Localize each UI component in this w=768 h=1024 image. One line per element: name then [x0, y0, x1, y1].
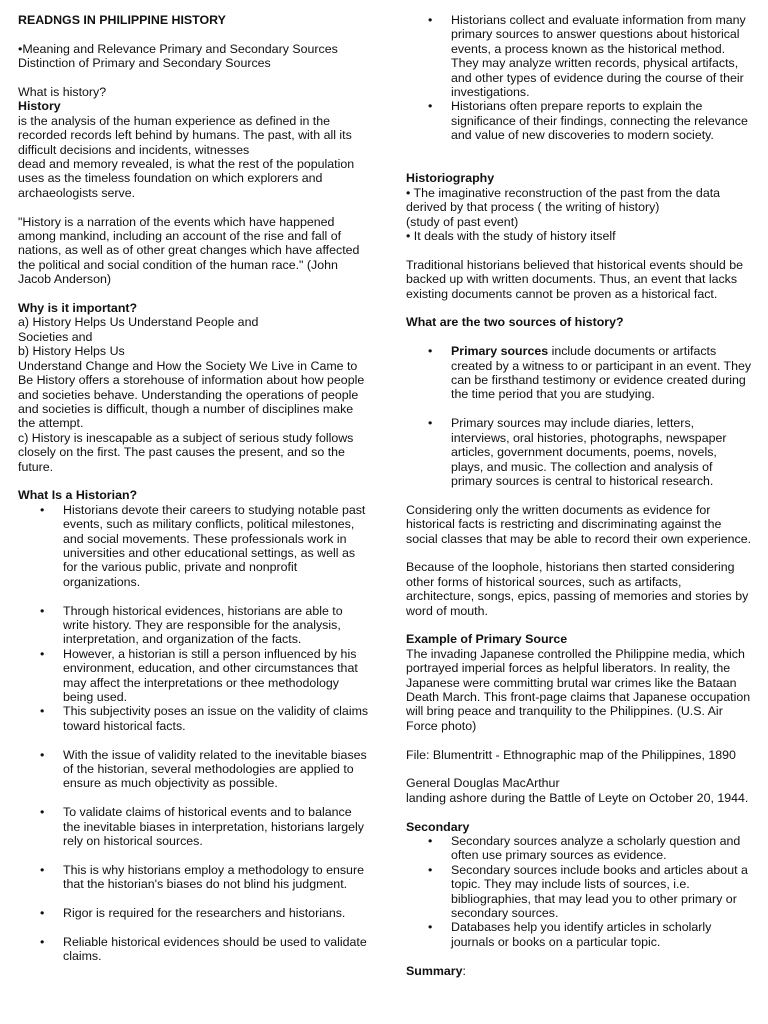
historiography-line-1: • The imaginative reconstruction of the past from the data derived by that process ( the writing of history)	[406, 185, 721, 215]
historiography-line-3: • It deals with the study of history itself	[406, 229, 616, 244]
macarthur-line-1: General Douglas MacArthur	[406, 776, 560, 791]
heading-why-important: Why is it important?	[18, 301, 138, 316]
why-a-line-2: Societies and	[18, 329, 93, 344]
historian-list-5	[18, 863, 370, 892]
why-c: c) History is inescapable as a subject of serious study follows closely on the first. The past causes the present, and so the future.	[18, 430, 354, 474]
secondary-list	[406, 834, 752, 949]
list-item: • Historians devote their careers to studying notable past events, such as military conflicts, political milestones, and social movements. These professionals work in universities and other educational settings, as well as for the various public, private and nonprofit organizations.	[18, 503, 370, 589]
intro-line-2: Distinction of Primary and Secondary Sources	[18, 56, 271, 71]
historian-list-4	[18, 805, 370, 848]
heading-two-sources: What are the two sources of history?	[406, 315, 624, 330]
list-item	[406, 344, 752, 402]
list-item: • Reliable historical evidences should be used to validate claims.	[18, 935, 370, 964]
example-paragraph: The invading Japanese controlled the Philippine media, which portrayed imperial forces as helpful liberators. In reality, the Japanese were committing brutal war crimes like the Bataan Death March. This front-page claims that Japanese occupation will bring peace and tranquility to the Philippines. (U.S. Air Force photo)	[406, 646, 751, 733]
historian-list	[18, 503, 370, 589]
heading-summary: Summary	[406, 963, 463, 978]
heading-historiography: Historiography	[406, 171, 495, 186]
list-item: • However, a historian is still a person influenced by his environment, education, and other circumstances that may affect the interpretations or thee methodology being used.	[18, 647, 370, 705]
heading-what-is-historian: What Is a Historian?	[18, 488, 138, 503]
intro-line-1: •Meaning and Relevance Primary and Secondary Sources	[18, 41, 338, 56]
anderson-quote: "History is a narration of the events which have happened among mankind, including an account of the rise and fall of nations, as well as of other great changes which have affected the political and social condition of the human race." (John Jacob Anderson)	[18, 214, 360, 287]
history-paragraph-1: is the analysis of the human experience as defined in the recorded records left behind by humans. The past, with all its difficult decisions and incidents, witnesses	[18, 113, 352, 157]
list-item: • Secondary sources include books and articles about a topic. They may include lists of sources, i.e. bibliographies, that may lead you to other primary or secondary sources.	[406, 863, 752, 921]
historian-list-7	[18, 935, 370, 964]
question-what-is-history: What is history?	[18, 85, 107, 99]
historian-list-3	[18, 748, 370, 791]
file-caption: File: Blumentritt - Ethnographic map of the Philippines, 1890	[406, 747, 736, 762]
why-b-text: Understand Change and How the Society We Live in Came to Be History offers a storehouse of information about how people and societies behave. Understanding the operations of people and societies is difficult, though a number of disciplines make the attempt.	[18, 358, 365, 431]
primary-sources-definition: include documents or artifacts created by a witness to or participant in an event. They can be firsthand testimony or evidence created during the time period that you are studying.	[451, 344, 752, 402]
list-item: • Through historical evidences, historians are able to write history. They are responsible for the analysis, interpretation, and organization of the facts.	[18, 604, 370, 647]
list-item: • With the issue of validity related to the inevitable biases of the historian, several methodologies are applied to ensure as much objectivity as possible.	[18, 748, 370, 791]
traditional-historians: Traditional historians believed that historical events should be backed up with written documents. Thus, an event that lacks existing documents cannot be proven as a historical fact.	[406, 257, 744, 301]
heading-secondary: Secondary	[406, 819, 470, 834]
historian-method-list	[406, 13, 752, 143]
why-a-line-1: a) History Helps Us Understand People and	[18, 315, 259, 330]
summary-colon: :	[462, 963, 466, 978]
primary-list-2	[406, 416, 752, 488]
list-item: • This subjectivity poses an issue on the validity of claims toward historical facts.	[18, 704, 370, 733]
historian-list-6	[18, 906, 370, 920]
list-item: • Historians often prepare reports to explain the significance of their findings, connecting the relevance and value of new discoveries to modern society.	[406, 99, 752, 142]
summary-heading-line	[406, 964, 752, 978]
why-b: b) History Helps Us	[18, 344, 125, 359]
list-item: • Rigor is required for the researchers and historians.	[18, 906, 370, 920]
primary-list-1	[406, 344, 752, 402]
list-item: • To validate claims of historical events and to balance the inevitable biases in interpretation, historians largely rely on historical sources.	[18, 805, 370, 848]
primary-sources-term: Primary sources	[451, 344, 549, 359]
history-paragraph-2: dead and memory revealed, is what the rest of the population uses as the timeless foundation on which explorers and archaeologists serve.	[18, 157, 355, 200]
list-item: • Secondary sources analyze a scholarly question and often use primary sources as evidence.	[406, 834, 752, 863]
list-item: • Databases help you identify articles in scholarly journals or books on a particular topic.	[406, 920, 752, 949]
document-title: READNGS IN PHILIPPINE HISTORY	[18, 13, 226, 27]
heading-example-primary: Example of Primary Source	[406, 632, 568, 647]
list-item: • This is why historians employ a methodology to ensure that the historian's biases do not blind his judgment.	[18, 863, 370, 892]
list-item: • Historians collect and evaluate information from many primary sources to answer questions about historical events, a process known as the historical method. They may analyze written records, physical artifacts, and other types of evidence during the course of their investigations.	[406, 13, 752, 99]
considering-paragraph: Considering only the written documents as evidence for historical facts is restricting and discriminating against the social classes that may be able to record their own experience.	[406, 502, 752, 546]
left-column	[18, 13, 370, 964]
list-item: • Primary sources may include diaries, letters, interviews, oral histories, photographs, newspaper articles, government documents, poems, novels, plays, and music. The collection and analysis of primary sources is central to historical research.	[406, 416, 752, 488]
loophole-paragraph: Because of the loophole, historians then started considering other forms of historical sources, such as artifacts, architecture, songs, epics, passing of memories and stories by word of mouth.	[406, 560, 749, 618]
macarthur-line-2: landing ashore during the Battle of Leyte on October 20, 1944.	[406, 790, 749, 805]
right-column	[406, 13, 752, 978]
historian-list-2	[18, 604, 370, 734]
heading-history: History	[18, 99, 61, 114]
historiography-line-2: (study of past event)	[406, 214, 519, 229]
